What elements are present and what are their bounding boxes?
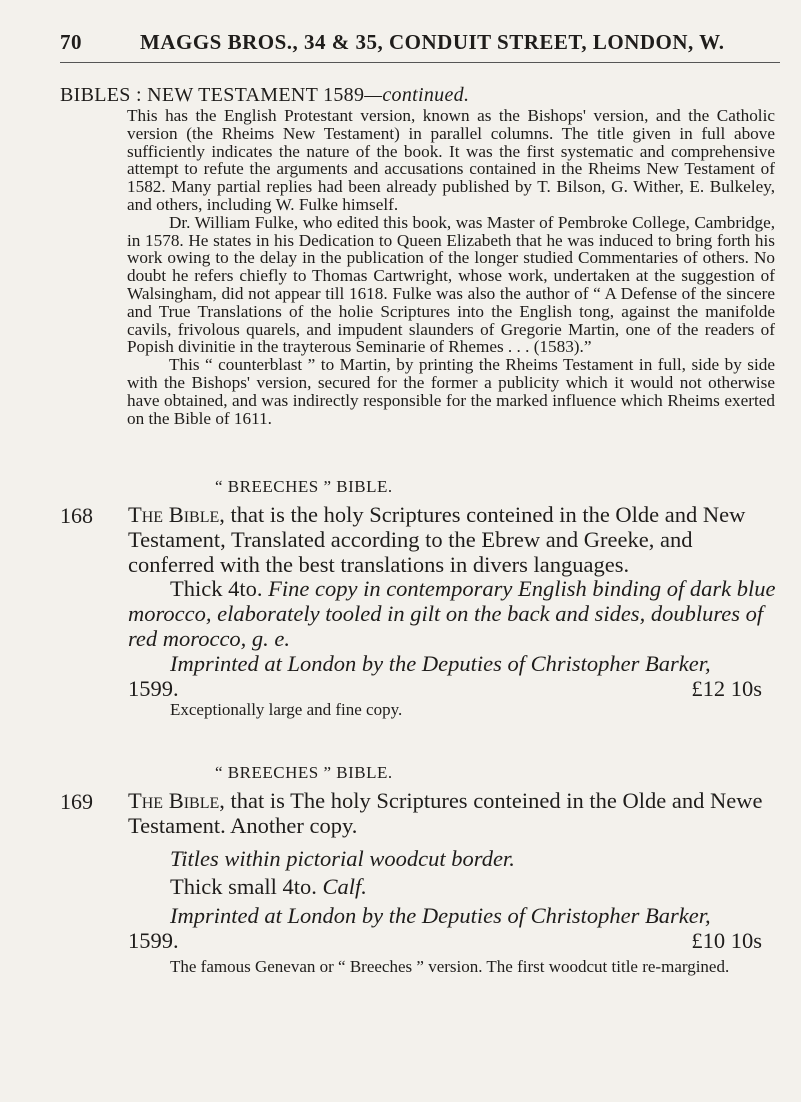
- intro-paragraph-1: This has the English Protestant version, known as the Bishops' version, and the Catholic version (the Rheims New Testament) in parallel columns. The title given in full above sufficiently indicates the nature of the book. It was the first systematic and comprehensive attempt to refute the arguments and accusations contained in the Rheims New Testament of 1582. Many partial replies had been already published by T. Bilson, G. Wither, E. Bulkeley, and others, including W. Fulke himself.: [127, 106, 775, 214]
- intro-paragraph-3: This “ counterblast ” to Martin, by printing the Rheims Testament in full, side by side with the Bishops' version, secured for the former a publicity which it would not otherwise have obtained, and was indirectly responsible for the marked influence which Rheims exerted on the Bible of 1611.: [127, 355, 775, 428]
- lot-body: [128, 503, 780, 719]
- lot-title-lead: The Bible: [128, 788, 220, 813]
- lot-binding: Fine copy in contemporary English binding of dark blue morocco, elaborately tooled in gilt on the back and sides, doublures of red morocco, g. e.: [128, 576, 776, 651]
- lot-format: Thick 4to.: [170, 576, 263, 602]
- lot-number: 169: [60, 789, 93, 814]
- lot-date-price: [128, 929, 780, 954]
- lot-168-subhead: “ BREECHES ” BIBLE.: [215, 477, 393, 496]
- lot-titles-note: Titles within pictorial woodcut border.: [170, 845, 515, 871]
- lot-title-rest: , that is The holy Scriptures conteined in the Olde and Newe Testament. Another copy.: [128, 788, 763, 838]
- section-continued: —continued.: [364, 84, 470, 106]
- header-rule: [60, 62, 780, 63]
- lot-description: [128, 875, 780, 900]
- lot-price: £10 10s: [691, 927, 762, 953]
- lot-title: [128, 503, 780, 577]
- lot-title-rest: , that is the holy Scriptures conteined in the Olde and New Testament, Translated according to the Ebrew and Greeke, and conferred with the best translations in divers languages.: [128, 502, 746, 577]
- intro-paragraph-2: Dr. William Fulke, who edited this book, was Master of Pembroke College, Cambridge, in 1578. He states in his Dedication to Queen Elizabeth that he was induced to bring forth his work owing to the delay in the publication of the longer studied Commentaries of others. No doubt he refers chiefly to Thomas Cartwright, whose work, undertaken at the suggestion of Walsingham, did not appear till 1618. Fulke was also the author of “ A Defense of the sincere and True Translations of the holie Scriptures into the English tong, against the manifolde cavils, frivolous quarels, and impudent slaunders of Gregorie Martin, one of the readers of Popish divinitie in the trayterous Seminarie of Rhemes . . . (1583).”: [127, 212, 775, 357]
- lot-description: [128, 577, 780, 651]
- lot-imprint: Imprinted at London by the Deputies of Christopher Barker,: [170, 650, 711, 676]
- lot-number: 168: [60, 503, 93, 528]
- lot-binding: Calf.: [322, 874, 367, 900]
- lot-format: Thick small 4to.: [170, 874, 317, 900]
- lot-imprint: Imprinted at London by the Deputies of Christopher Barker,: [170, 903, 711, 929]
- intro-text: [127, 107, 775, 427]
- section-heading: [60, 84, 469, 107]
- lot-date-price: [128, 677, 780, 702]
- lot-note: Exceptionally large and fine copy.: [170, 700, 403, 720]
- lot-169-subhead: “ BREECHES ” BIBLE.: [215, 763, 393, 782]
- lot-body: [128, 789, 780, 976]
- page-number: 70: [60, 30, 82, 54]
- lot-title: [128, 789, 780, 839]
- lot-year: 1599.: [128, 675, 179, 701]
- section-title: BIBLES : NEW TESTAMENT 1589: [60, 84, 365, 106]
- running-title: MAGGS BROS., 34 & 35, CONDUIT STREET, LONDON, W.: [140, 30, 725, 54]
- lot-note: The famous Genevan or “ Breeches ” version. The first woodcut title re-margined.: [170, 956, 730, 976]
- lot-year: 1599.: [128, 927, 179, 953]
- lot-title-lead: The Bible: [128, 502, 220, 527]
- lot-price: £12 10s: [691, 675, 762, 701]
